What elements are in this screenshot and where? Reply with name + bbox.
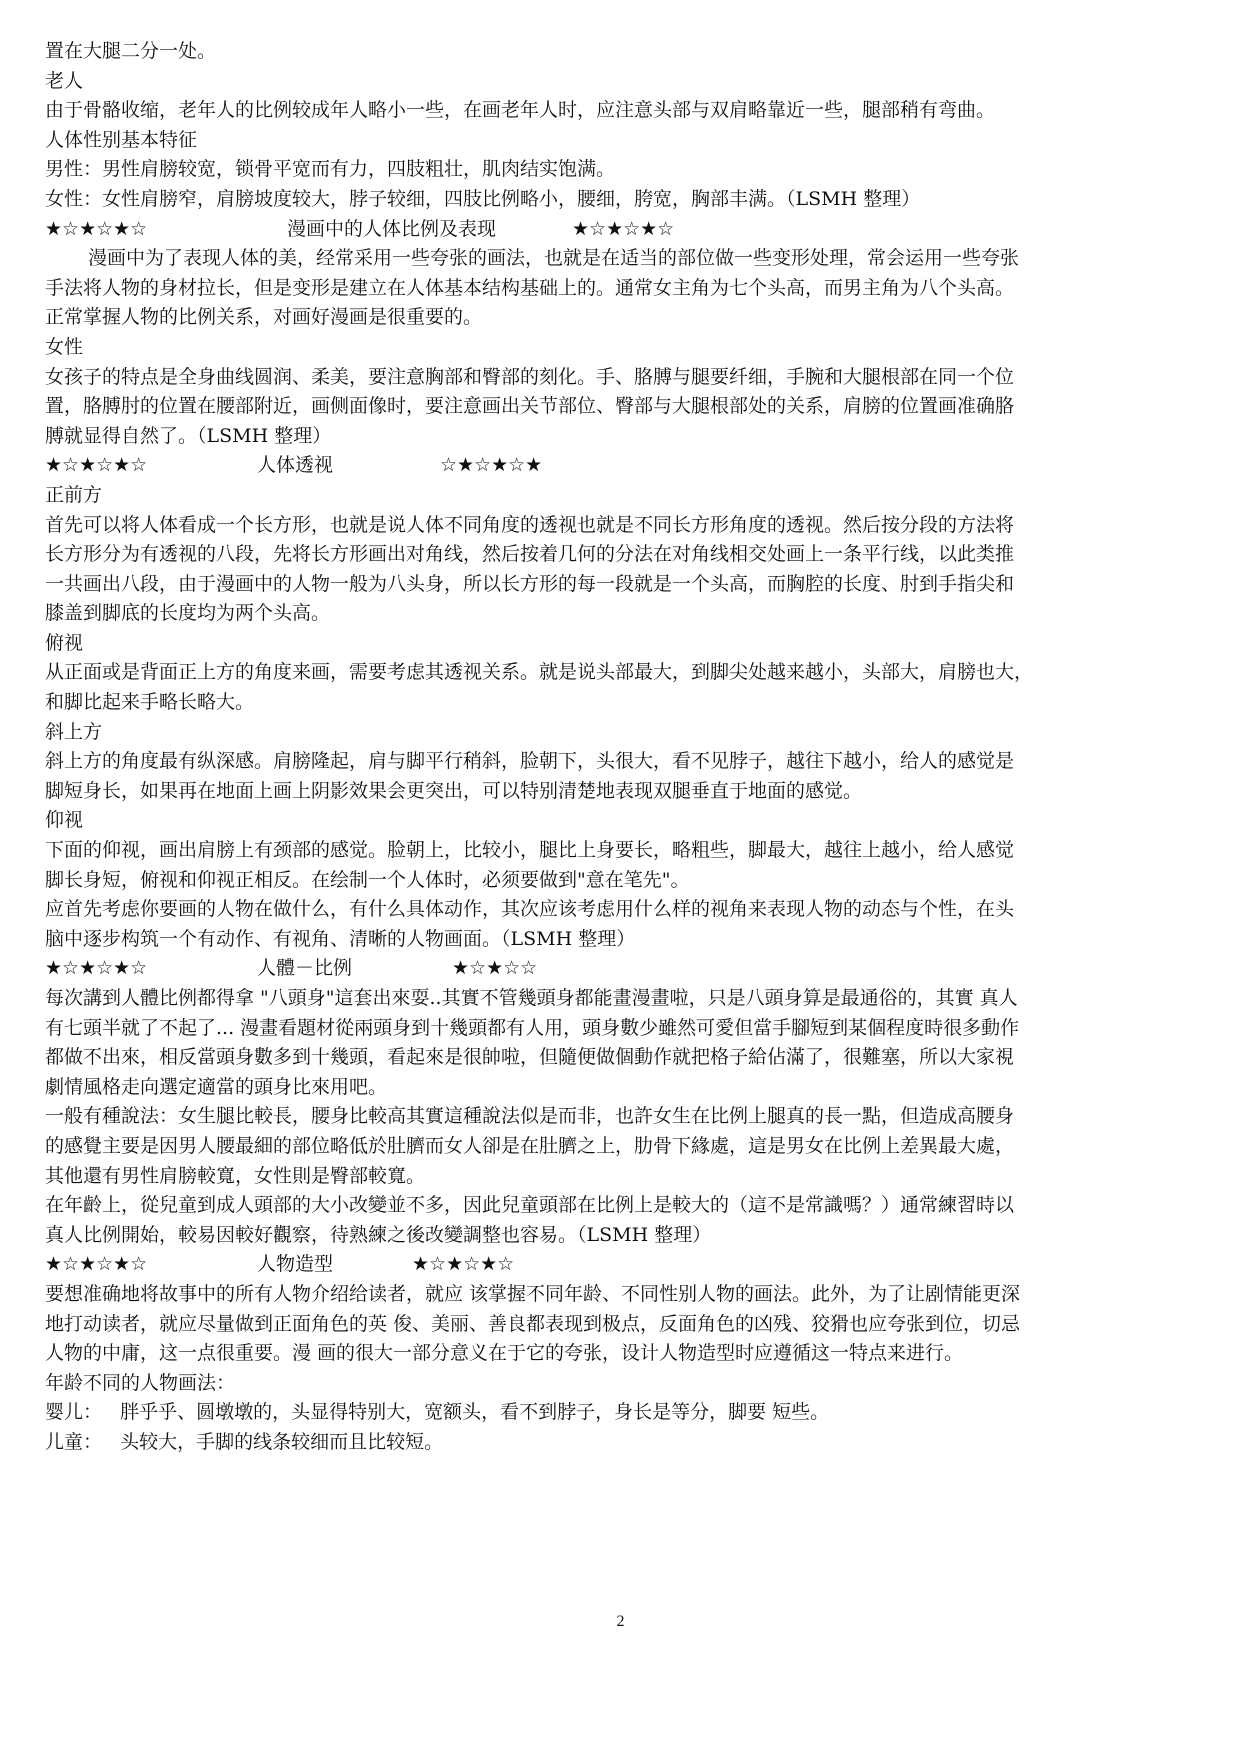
text-line: 正前方	[45, 483, 103, 506]
text-line: 下面的仰视，画出肩膀上有颈部的感觉。脸朝上，比较小，腿比上身要长，略粗些，脚最大，越往上越小，给人感觉	[45, 839, 1015, 862]
text-line: 人体性别基本特征	[45, 128, 198, 151]
section-heading	[45, 1250, 1195, 1280]
text-line: 每次講到人體比例都得拿 "八頭身"這套出來耍..其實不管幾頭身都能畫漫畫啦，只是八頭身算是最通俗的，其實 真人	[45, 987, 1018, 1009]
paragraph	[45, 333, 1195, 363]
heading-stars-right: ☆★☆★☆★	[440, 454, 543, 477]
paragraph	[45, 1398, 1195, 1428]
paragraph	[45, 96, 1195, 126]
paragraph	[45, 1428, 1195, 1458]
text-line: 一般有種說法：女生腿比較長，腰身比較高其實這種說法似是而非，也許女生在比例上腿真的長一點，但造成高腰身	[45, 1105, 1015, 1128]
text-line: 和脚比起来手略长略大。	[45, 691, 255, 714]
heading-stars-right: ★☆★☆★☆	[572, 217, 675, 240]
text-line: 斜上方	[45, 720, 103, 743]
text-line: 漫画中为了表现人体的美，经常采用一些夸张的画法，也就是在适当的部位做一些变形处理，常会运用一些夸张	[88, 247, 1020, 270]
heading-stars-right: ★☆★☆★☆	[412, 1253, 515, 1276]
text-line: 斜上方的角度最有纵深感。肩膀隆起，肩与脚平行稍斜，脸朝下，头很大，看不见脖子，越往下越小，给人的感觉是	[45, 750, 1015, 773]
paragraph	[45, 185, 1195, 215]
text-line: 女性	[45, 335, 84, 358]
text-line: 脚长身短，俯视和仰视正相反。在绘制一个人体时，必须要做到"意在笔先"。	[45, 868, 690, 891]
paragraph	[45, 363, 1195, 452]
paragraph	[45, 718, 1195, 748]
text-line: 其他還有男性肩膀較寬，女性則是臀部較寬。	[45, 1164, 426, 1187]
paragraph	[45, 1102, 1195, 1191]
text-line: 劇情風格走向選定適當的頭身比來用吧。	[45, 1075, 388, 1098]
page-number: 2	[616, 1613, 625, 1630]
text-line: 婴儿： 胖乎乎、圆墩墩的，头显得特别大，宽额头，看不到脖子，身长是等分，脚要 短些。	[45, 1401, 830, 1424]
paragraph	[45, 836, 1195, 895]
text-line: 老人	[45, 69, 84, 92]
document-page	[45, 37, 1195, 1458]
paragraph	[45, 1280, 1195, 1369]
text-line: 在年齡上，從兒童到成人頭部的大小改變並不多，因此兒童頭部在比例上是較大的（這不是常識嗎？）通常練習時以	[45, 1194, 1015, 1217]
text-line: 一共画出八段，由于漫画中的人物一般为八头身，所以长方形的每一段就是一个头高，而胸腔的长度、肘到手指尖和	[45, 572, 1015, 595]
paragraph	[45, 67, 1195, 97]
text-line: 都做不出來，相反當頭身數多到十幾頭，看起來是很帥啦，但隨便做個動作就把格子給佔滿了，很難塞，所以大家視	[45, 1046, 1015, 1069]
paragraph	[45, 747, 1195, 806]
text-line: 儿童： 头较大，手脚的线条较细而且比较短。	[45, 1430, 444, 1453]
paragraph	[45, 155, 1195, 185]
paragraph	[45, 244, 1195, 333]
text-line: 脚短身长，如果再在地面上画上阴影效果会更突出，可以特别清楚地表现双腿垂直于地面的感觉。	[45, 779, 863, 802]
heading-stars-right: ★☆★☆☆	[452, 957, 538, 980]
text-line: 年龄不同的人物画法：	[45, 1371, 236, 1394]
text-line: 男性：男性肩膀较宽，锁骨平宽而有力，四肢粗壮，肌肉结实饱满。	[45, 158, 616, 181]
text-line: 仰视	[45, 809, 84, 832]
paragraph	[45, 895, 1195, 954]
text-line: 有七頭半就了不起了... 漫畫看題材從兩頭身到十幾頭都有人用，頭身數少雖然可愛但當手腳短到某個程度時很多動作	[45, 1016, 1020, 1039]
paragraph	[45, 481, 1195, 511]
heading-title: 人物造型	[257, 1253, 334, 1276]
paragraph	[45, 511, 1195, 629]
heading-stars-left: ★☆★☆★☆	[45, 454, 148, 477]
heading-stars-left: ★☆★☆★☆	[45, 217, 148, 240]
paragraph	[45, 1369, 1195, 1399]
text-line: 膝盖到脚底的长度均为两个头高。	[45, 602, 331, 625]
paragraph	[45, 658, 1195, 717]
paragraph	[45, 126, 1195, 156]
heading-title: 人體－比例	[257, 957, 353, 980]
text-line: 应首先考虑你要画的人物在做什么，有什么具体动作，其次应该考虑用什么样的视角来表现人物的动态与个性，在头	[45, 898, 1015, 921]
section-heading	[45, 215, 1195, 245]
text-line: 由于骨骼收缩，老年人的比例较成年人略小一些，在画老年人时，应注意头部与双肩略靠近一些，腿部稍有弯曲。	[45, 99, 996, 122]
text-line: 手法将人物的身材拉长，但是变形是建立在人体基本结构基础上的。通常女主角为七个头高，而男主角为八个头高。	[45, 276, 1015, 299]
text-line: 正常掌握人物的比例关系，对画好漫画是很重要的。	[45, 306, 483, 329]
text-line: 要想准确地将故事中的所有人物介绍给读者，就应 该掌握不同年龄、不同性别人物的画法。此外，为了让剧情能更深	[45, 1282, 1021, 1305]
text-line: 脑中逐步构筑一个有动作、有视角、清晰的人物画面。（LSMH 整理）	[45, 927, 636, 950]
paragraph	[45, 984, 1195, 1102]
text-line: 人物的中庸，这一点很重要。漫 画的很大一部分意义在于它的夸张，设计人物造型时应遵循这一特点来进行。	[45, 1342, 964, 1365]
text-line: 首先可以将人体看成一个长方形，也就是说人体不同角度的透视也就是不同长方形角度的透视。然后按分段的方法将	[45, 513, 1015, 536]
text-line: 女性：女性肩膀窄，肩膀坡度较大，脖子较细，四肢比例略小，腰细，胯宽，胸部丰满。（LSMH 整理）	[45, 187, 921, 210]
text-line: 置，胳膊肘的位置在腰部附近，画侧面像时，要注意画出关节部位、臀部与大腿根部处的关系，肩膀的位置画准确胳	[45, 395, 1015, 418]
text-line: 置在大腿二分一处。	[45, 40, 217, 62]
text-line: 长方形分为有透视的八段，先将长方形画出对角线，然后按着几何的分法在对角线相交处画上一条平行线，以此类推	[45, 543, 1015, 566]
section-heading	[45, 954, 1195, 984]
text-line: 从正面或是背面正上方的角度来画，需要考虑其透视关系。就是说头部最大，到脚尖处越来越小，头部大，肩膀也大，	[45, 661, 1034, 684]
heading-stars-left: ★☆★☆★☆	[45, 957, 148, 980]
section-heading	[45, 451, 1195, 481]
heading-stars-left: ★☆★☆★☆	[45, 1253, 148, 1276]
heading-title: 漫画中的人体比例及表现	[287, 217, 497, 240]
text-line: 的感覺主要是因男人腰最細的部位略低於肚臍而女人卻是在肚臍之上，肋骨下緣處，這是男女在比例上差異最大處，	[45, 1134, 1015, 1157]
paragraph	[45, 806, 1195, 836]
heading-title: 人体透视	[257, 454, 334, 477]
paragraph	[45, 37, 1195, 67]
text-line: 俯视	[45, 631, 84, 654]
text-line: 女孩子的特点是全身曲线圆润、柔美，要注意胸部和臀部的刻化。手、胳膊与腿要纤细，手腕和大腿根部在同一个位	[45, 365, 1015, 388]
text-line: 真人比例開始，較易因較好觀察，待熟練之後改變調整也容易。（LSMH 整理）	[45, 1223, 712, 1246]
text-line: 膊就显得自然了。（LSMH 整理）	[45, 424, 332, 447]
paragraph	[45, 1191, 1195, 1250]
text-line: 地打动读者，就应尽量做到正面角色的英 俊、美丽、善良都表现到极点，反面角色的凶残、狡猾也应夸张到位，切忌	[45, 1312, 1021, 1335]
paragraph	[45, 629, 1195, 659]
